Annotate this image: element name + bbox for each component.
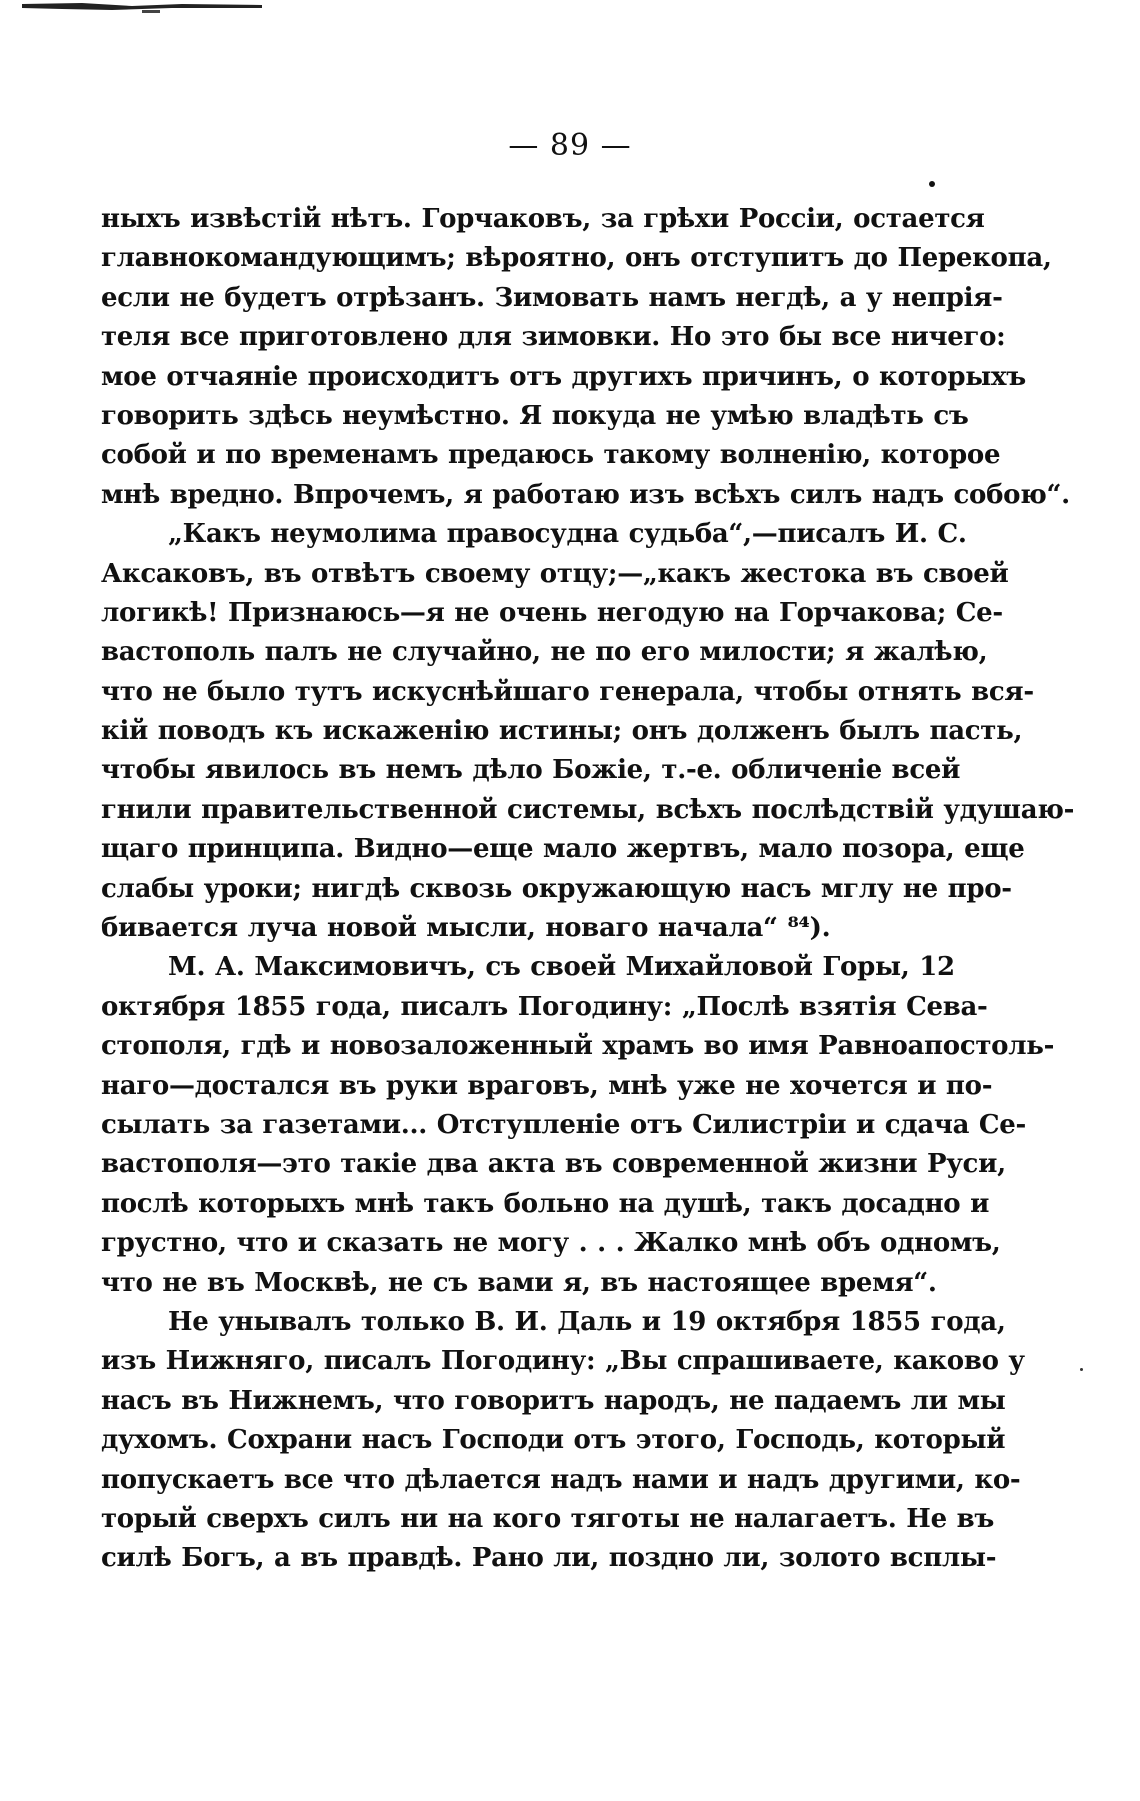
text-line: главнокомандующимъ; вѣроятно, онъ отступитъ до Перекопа, xyxy=(101,243,1052,274)
text-line: Не унывалъ только В. И. Даль и 19 октября 1855 года, xyxy=(168,1306,1006,1337)
text-line: октября 1855 года, писалъ Погодину: „Послѣ взятія Сева- xyxy=(101,991,988,1022)
text-line: торый сверхъ силъ ни на кого тяготы не налагаетъ. Не въ xyxy=(101,1503,994,1534)
text-line: попускаетъ все что дѣлается надъ нами и надъ другими, ко- xyxy=(101,1464,1021,1495)
text-line: собой и по временамъ предаюсь такому волненію, которое xyxy=(101,440,1001,471)
text-line: грустно, что и сказать не могу . . . Жалко мнѣ объ одномъ, xyxy=(101,1228,1001,1259)
text-line: слабы уроки; нигдѣ сквозь окружающую насъ мглу не про- xyxy=(101,873,1012,904)
text-line: насъ въ Нижнемъ, что говоритъ народъ, не падаемъ ли мы xyxy=(101,1385,1006,1416)
text-line: мнѣ вредно. Впрочемъ, я работаю изъ всѣхъ силъ надъ собою“. xyxy=(101,479,1070,510)
text-line: теля все приготовлено для зимовки. Но это бы все ничего: xyxy=(101,322,1006,353)
text-line: М. А. Максимовичъ, съ своей Михайловой Горы, 12 xyxy=(168,952,955,983)
text-line: если не будетъ отрѣзанъ. Зимовать намъ негдѣ, а у непрія- xyxy=(101,282,1003,313)
text-line: „Какъ неумолима правосудна судьба“,—писалъ И. С. xyxy=(168,519,967,550)
text-line: Аксаковъ, въ отвѣтъ своему отцу;—„какъ жестока въ своей xyxy=(101,558,1009,589)
text-line: сылать за газетами... Отступленіе отъ Силистріи и сдача Се- xyxy=(101,1109,1027,1140)
text-line: стополя, гдѣ и новозаложенный храмъ во имя Равноапостоль- xyxy=(101,1031,1055,1062)
text-line: наго—достался въ руки враговъ, мнѣ уже не хочется и по- xyxy=(101,1070,993,1101)
page-number: — 89 — xyxy=(508,128,632,163)
text-line: ныхъ извѣстій нѣтъ. Горчаковъ, за грѣхи Россіи, остается xyxy=(101,204,985,234)
text-line: бивается луча новой мысли, новаго начала“ ⁸⁴). xyxy=(101,913,831,944)
text-line: вастополь палъ не случайно, не по его милости; я жалѣю, xyxy=(101,637,988,668)
scan-edge-mark xyxy=(22,0,262,14)
text-line: кій поводъ къ искаженію истины; онъ долженъ былъ пасть, xyxy=(101,716,1023,747)
text-line: гнили правительственной системы, всѣхъ послѣдствій удушаю- xyxy=(101,794,1075,825)
text-line: щаго принципа. Видно—еще мало жертвъ, мало позора, еще xyxy=(101,834,1025,865)
text-line: силѣ Богъ, а въ правдѣ. Рано ли, поздно ли, золото всплы- xyxy=(101,1543,997,1574)
body-text xyxy=(101,200,1075,1579)
text-line: чтобы явилось въ немъ дѣло Божіе, т.-е. обличеніе всей xyxy=(101,755,961,786)
text-line: говорить здѣсь неумѣстно. Я покуда не умѣю владѣть съ xyxy=(101,400,969,431)
stray-speck xyxy=(1080,1368,1083,1371)
text-line: послѣ которыхъ мнѣ такъ больно на душѣ, такъ досадно и xyxy=(101,1188,990,1219)
text-line: что не въ Москвѣ, не съ вами я, въ настоящее время“. xyxy=(101,1267,937,1298)
text-line: мое отчаяніе происходитъ отъ другихъ причинъ, о которыхъ xyxy=(101,361,1026,392)
stray-dot xyxy=(929,181,935,187)
text-line: логикѣ! Признаюсь—я не очень негодую на Горчакова; Се- xyxy=(101,597,1003,628)
text-line: изъ Нижняго, писалъ Погодину: „Вы спрашиваете, каково у xyxy=(101,1346,1025,1377)
text-line: что не было тутъ искуснѣйшаго генерала, чтобы отнять вся- xyxy=(101,676,1034,707)
text-line: духомъ. Сохрани насъ Господи отъ этого, Господь, который xyxy=(101,1425,1006,1456)
text-line: вастополя—это такіе два акта въ современной жизни Руси, xyxy=(101,1149,1006,1180)
